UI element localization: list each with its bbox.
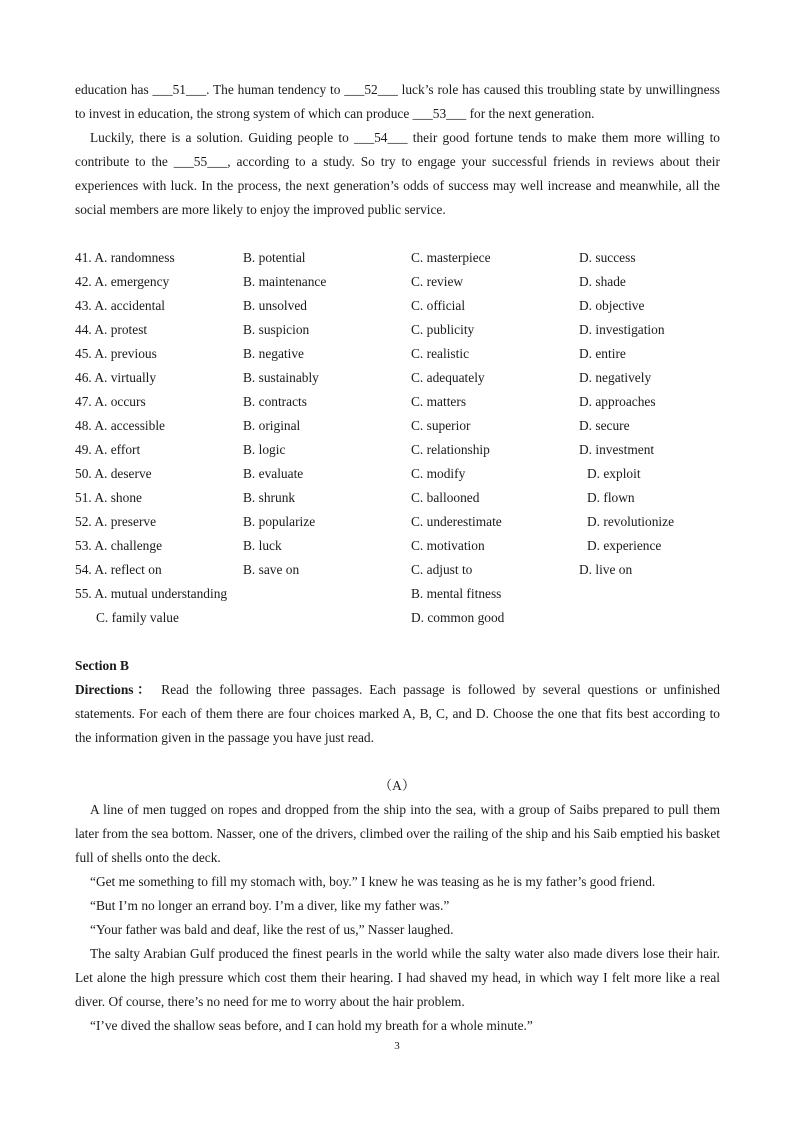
option-c: C. underestimate	[411, 514, 502, 529]
option-d: D. success	[579, 250, 636, 265]
option-c: C. review	[411, 274, 464, 289]
option-a: 43. A. accidental	[75, 298, 165, 313]
option-a: 41. A. randomness	[75, 250, 175, 265]
option-b: B. shrunk	[243, 490, 296, 505]
option-b: B. save on	[243, 562, 300, 577]
option-a: 49. A. effort	[75, 442, 141, 457]
option-c: C. ballooned	[411, 490, 480, 505]
option-a: 42. A. emergency	[75, 274, 170, 289]
option-a: 54. A. reflect on	[75, 562, 162, 577]
page-number: 3	[394, 1040, 400, 1052]
option-b: B. mental fitness	[411, 586, 502, 601]
option-b: B. contracts	[243, 394, 307, 409]
option-d: D. flown	[587, 490, 635, 505]
option-a: 51. A. shone	[75, 490, 142, 505]
option-d: D. exploit	[587, 466, 641, 481]
option-a: 47. A. occurs	[75, 394, 146, 409]
option-c: C. superior	[411, 418, 471, 433]
cloze-paragraph-1: education has ___51___. The human tendency to ___52___ luck’s role has caused this troubling state by unwillingness to invest in education, the strong system of which can produce ___53___ for the next generation.	[75, 82, 720, 121]
option-d: D. live on	[579, 562, 633, 577]
option-d: D. negatively	[579, 370, 652, 385]
option-b: B. maintenance	[243, 274, 327, 289]
option-c: C. official	[411, 298, 466, 313]
option-d: D. entire	[579, 346, 626, 361]
passage-paragraph-6: “I’ve dived the shallow seas before, and I can hold my breath for a whole minute.”	[90, 1018, 533, 1033]
option-c: C. relationship	[411, 442, 490, 457]
option-d: D. revolutionize	[587, 514, 675, 529]
option-c: C. realistic	[411, 346, 470, 361]
option-a: 44. A. protest	[75, 322, 148, 337]
option-d: D. common good	[411, 610, 505, 625]
option-c: C. modify	[411, 466, 466, 481]
option-b: B. popularize	[243, 514, 316, 529]
option-b: B. unsolved	[243, 298, 307, 313]
option-b: B. original	[243, 418, 301, 433]
option-b: B. evaluate	[243, 466, 304, 481]
option-a: 46. A. virtually	[75, 370, 157, 385]
directions	[75, 678, 720, 750]
option-c: C. masterpiece	[411, 250, 491, 265]
option-d: D. investment	[579, 442, 655, 457]
option-d: D. shade	[579, 274, 626, 289]
option-a: 48. A. accessible	[75, 418, 165, 433]
passage-paragraph-2: “Get me something to fill my stomach with, boy.” I knew he was teasing as he is my father’s good friend.	[90, 874, 656, 889]
option-c: C. family value	[96, 610, 179, 625]
option-a: 45. A. previous	[75, 346, 157, 361]
section-title: Section B	[75, 658, 129, 673]
option-d: D. approaches	[579, 394, 656, 409]
option-c: C. adequately	[411, 370, 485, 385]
passage-label: （A）	[378, 778, 416, 793]
option-b: B. logic	[243, 442, 286, 457]
option-d: D. experience	[587, 538, 662, 553]
option-d: D. secure	[579, 418, 630, 433]
option-a: 53. A. challenge	[75, 538, 163, 553]
option-a: 55. A. mutual understanding	[75, 586, 228, 601]
option-a: 50. A. deserve	[75, 466, 152, 481]
option-c: C. matters	[411, 394, 467, 409]
option-b: B. negative	[243, 346, 304, 361]
directions-text: Read the following three passages. Each passage is followed by several questions or unfinished statements. For each of them there are four choices marked A, B, C, and D. Choose the one that fits best according to the information given in the passage you have just read.	[75, 682, 721, 745]
option-c: C. publicity	[411, 322, 475, 337]
passage-paragraph-3: “But I’m no longer an errand boy. I’m a diver, like my father was.”	[90, 898, 450, 913]
option-c: C. adjust to	[411, 562, 473, 577]
option-d: D. objective	[579, 298, 645, 313]
passage-paragraph-5: The salty Arabian Gulf produced the finest pearls in the world while the salty water also made divers lose their hair. Let alone the high pressure which cost them their hearing. I had shaved my head, in which way I felt more like a real diver. Of course, there’s no need for me to worry about the hair problem.	[75, 946, 720, 1009]
passage-paragraph-4: “Your father was bald and deaf, like the rest of us,” Nasser laughed.	[90, 922, 454, 937]
option-a: 52. A. preserve	[75, 514, 157, 529]
option-c: C. motivation	[411, 538, 485, 553]
option-d: D. investigation	[579, 322, 665, 337]
option-b: B. suspicion	[243, 322, 310, 337]
option-b: B. luck	[243, 538, 282, 553]
option-b: B. sustainably	[243, 370, 319, 385]
cloze-paragraph-2: Luckily, there is a solution. Guiding people to ___54___ their good fortune tends to make them more willing to contribute to the ___55___, according to a study. So try to engage your successful friends in reviews about their experiences with luck. In the process, the next generation’s odds of success may well increase and meanwhile, all the social members are more likely to enjoy the improved public service.	[75, 130, 720, 217]
option-b: B. potential	[243, 250, 306, 265]
passage-paragraph-1: A line of men tugged on ropes and dropped from the ship into the sea, with a group of Saibs prepared to pull them later from the sea bottom. Nasser, one of the drivers, climbed over the railing of the ship and his Saib emptied his basket full of shells onto the deck.	[75, 802, 720, 865]
directions-label: Directions：	[75, 682, 155, 697]
